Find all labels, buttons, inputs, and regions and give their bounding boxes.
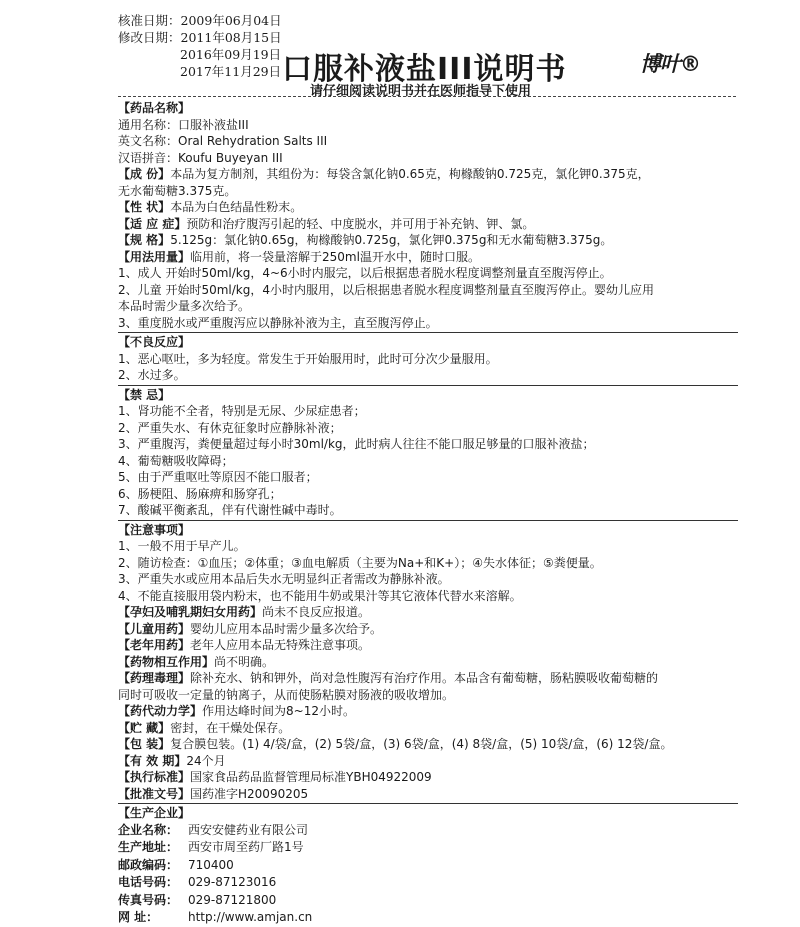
section-text: 老年人应用本品无特殊注意事项。 [190,638,370,652]
section-text: 临用前，将一袋量溶解于250ml温开水中，随时口服。 [190,250,480,264]
section-label: 【批准文号】 [118,787,190,801]
section-text: 预防和治疗腹泻引起的轻、中度脱水，并可用于补充钠、钾、氯。 [186,217,534,231]
section-label: 【药物相互作用】 [118,655,214,669]
section-text: 密封，在干燥处保存。 [170,721,290,735]
section-rule [118,520,738,521]
manufacturer-key: 企业名称： [118,822,188,840]
section-text: 除补充水、钠和钾外，尚对急性腹泻有治疗作用。本品含有葡萄糖，肠粘膜吸收葡萄糖的 [190,671,658,685]
section-rule [118,385,738,386]
text-line: 通用名称：口服补液盐III [118,117,738,134]
date-label: 核准日期： [118,13,181,28]
manufacturer-key: 网 址： [118,909,188,927]
text-line: 3、严重失水或应用本品后失水无明显纠正者需改为静脉补液。 [118,571,738,588]
labeled-line [118,769,738,786]
section-label: 【性 状】 [118,200,170,214]
section-label: 【适 应 症】 [118,217,186,231]
section-text: 24个月 [186,754,225,768]
section-label: 【有 效 期】 [118,754,186,768]
text-line: 1、一般不用于早产儿。 [118,538,738,555]
document-title: 口服补液盐III说明书 [282,44,567,88]
text-line: 4、不能直接服用袋内粉末，也不能用牛奶或果汁等其它液体代替水来溶解。 [118,588,738,605]
text-line: 2、严重失水、有休克征象时应静脉补液； [118,420,738,437]
section-text: 国药准字H20090205 [190,787,308,801]
labeled-line [118,654,738,671]
section-text: 尚未不良反应报道。 [262,605,370,619]
text-line: 2、儿童 开始时50ml/kg，4小时内服用，以后根据患者脱水程度调整剂量直至腹泻停止。婴幼儿应用 [118,282,738,299]
text-line: 1、恶心呕吐，多为轻度。常发生于开始服用时，此时可分次少量服用。 [118,351,738,368]
date-value: 2016年09月19日 [180,47,281,62]
labeled-line [118,736,738,753]
section-label: 【孕妇及哺乳期妇女用药】 [118,605,262,619]
section-heading: 【不良反应】 [118,334,738,351]
date-row [118,46,288,63]
section-label: 【老年用药】 [118,638,190,652]
section-label: 【成 份】 [118,167,170,181]
manufacturer-key: 生产地址： [118,839,188,857]
date-value: 2017年11月29日 [180,64,281,79]
manufacturer-key: 传真号码： [118,892,188,910]
section-label: 【药理毒理】 [118,671,190,685]
section-rule [118,803,738,804]
date-row [118,12,288,29]
section-text: 婴幼儿应用本品时需少量多次给予。 [190,622,382,636]
document-subtitle: 请仔细阅读说明书并在医师指导下使用 [310,80,531,99]
text-line: 1、成人 开始时50ml/kg，4~6小时内服完，以后根据患者脱水程度调整剂量直至腹泻停止。 [118,265,738,282]
section-text: 本品为白色结晶性粉末。 [170,200,302,214]
manufacturer-value: http://www.amjan.cn [188,910,312,924]
section-text: 本品为复方制剂，其组份为：每袋含氯化钠0.65克，枸橼酸钠0.725克，氯化钾0.375克， [170,167,649,181]
text-line: 无水葡萄糖3.375克。 [118,183,738,200]
manufacturer-row [118,839,738,857]
section-heading: 【药品名称】 [118,100,738,117]
section-label: 【药代动力学】 [118,704,202,718]
section-text: 国家食品药品监督管理局标准YBH04922009 [190,770,432,784]
labeled-line [118,637,738,654]
section-text: 作用达峰时间为8~12小时。 [202,704,355,718]
section-heading: 【禁 忌】 [118,387,738,404]
date-label: 修改日期： [118,30,181,45]
manufacturer-row [118,822,738,840]
manufacturer-value: 029-87121800 [188,893,276,907]
section-text: 尚不明确。 [214,655,274,669]
section-heading: 【生产企业】 [118,805,738,822]
labeled-line [118,604,738,621]
labeled-line [118,720,738,737]
text-line: 6、肠梗阻、肠麻痹和肠穿孔； [118,486,738,503]
text-line: 同时可吸收一定量的钠离子，从而使肠粘膜对肠液的吸收增加。 [118,687,738,704]
text-line: 英文名称：Oral Rehydration Salts III [118,133,738,150]
brand-logo: 博叶® [640,48,700,78]
insert-body [118,100,738,927]
manufacturer-value: 029-87123016 [188,875,276,889]
section-heading: 【注意事项】 [118,522,738,539]
manufacturer-row [118,909,738,927]
text-line: 1、肾功能不全者，特别是无尿、少尿症患者； [118,403,738,420]
manufacturer-row [118,874,738,892]
date-value: 2009年06月04日 [181,13,282,28]
text-line: 7、酸碱平衡紊乱，伴有代谢性碱中毒时。 [118,502,738,519]
manufacturer-value: 西安安健药业有限公司 [188,823,308,837]
labeled-line [118,703,738,720]
text-line: 3、严重腹泻，粪便量超过每小时30ml/kg，此时病人往往不能口服足够量的口服补液盐； [118,436,738,453]
header-divider [118,96,736,97]
section-text: 复合膜包装。(1) 4/袋/盒，(2) 5袋/盒，(3) 6袋/盒，(4) 8袋/盒，(5) 10袋/盒，(6) 12袋/盒。 [170,737,672,751]
date-row [118,29,288,46]
date-value: 2011年08月15日 [181,30,282,45]
section-label: 【儿童用药】 [118,622,190,636]
text-line: 4、葡萄糖吸收障碍； [118,453,738,470]
section-rule [118,332,738,333]
labeled-line [118,621,738,638]
date-row [118,63,288,80]
section-label: 【执行标准】 [118,770,190,784]
labeled-line [118,199,738,216]
manufacturer-key: 邮政编码： [118,857,188,875]
section-label: 【贮 藏】 [118,721,170,735]
manufacturer-key: 电话号码： [118,874,188,892]
section-label: 【规 格】 [118,233,170,247]
section-text: 5.125g：氯化钠0.65g，枸橼酸钠0.725g，氯化钾0.375g和无水葡萄糖3.375g。 [170,233,612,247]
manufacturer-value: 710400 [188,858,234,872]
text-line: 本品时需少量多次给予。 [118,298,738,315]
labeled-line [118,232,738,249]
manufacturer-row [118,892,738,910]
manufacturer-block [118,822,738,927]
text-line: 2、水过多。 [118,367,738,384]
section-label: 【用法用量】 [118,250,190,264]
manufacturer-value: 西安市周至药厂路1号 [188,840,304,854]
labeled-line [118,249,738,266]
approval-dates [118,12,288,80]
manufacturer-row [118,857,738,875]
labeled-line [118,216,738,233]
text-line: 3、重度脱水或严重腹泻应以静脉补液为主，直至腹泻停止。 [118,315,738,332]
labeled-line [118,753,738,770]
section-label: 【包 装】 [118,737,170,751]
text-line: 汉语拼音：Koufu Buyeyan III [118,150,738,167]
labeled-line [118,670,738,687]
text-line: 5、由于严重呕吐等原因不能口服者； [118,469,738,486]
text-line: 2、随访检查：①血压；②体重；③血电解质（主要为Na+和K+）；④失水体征；⑤粪便量。 [118,555,738,572]
labeled-line [118,166,738,183]
